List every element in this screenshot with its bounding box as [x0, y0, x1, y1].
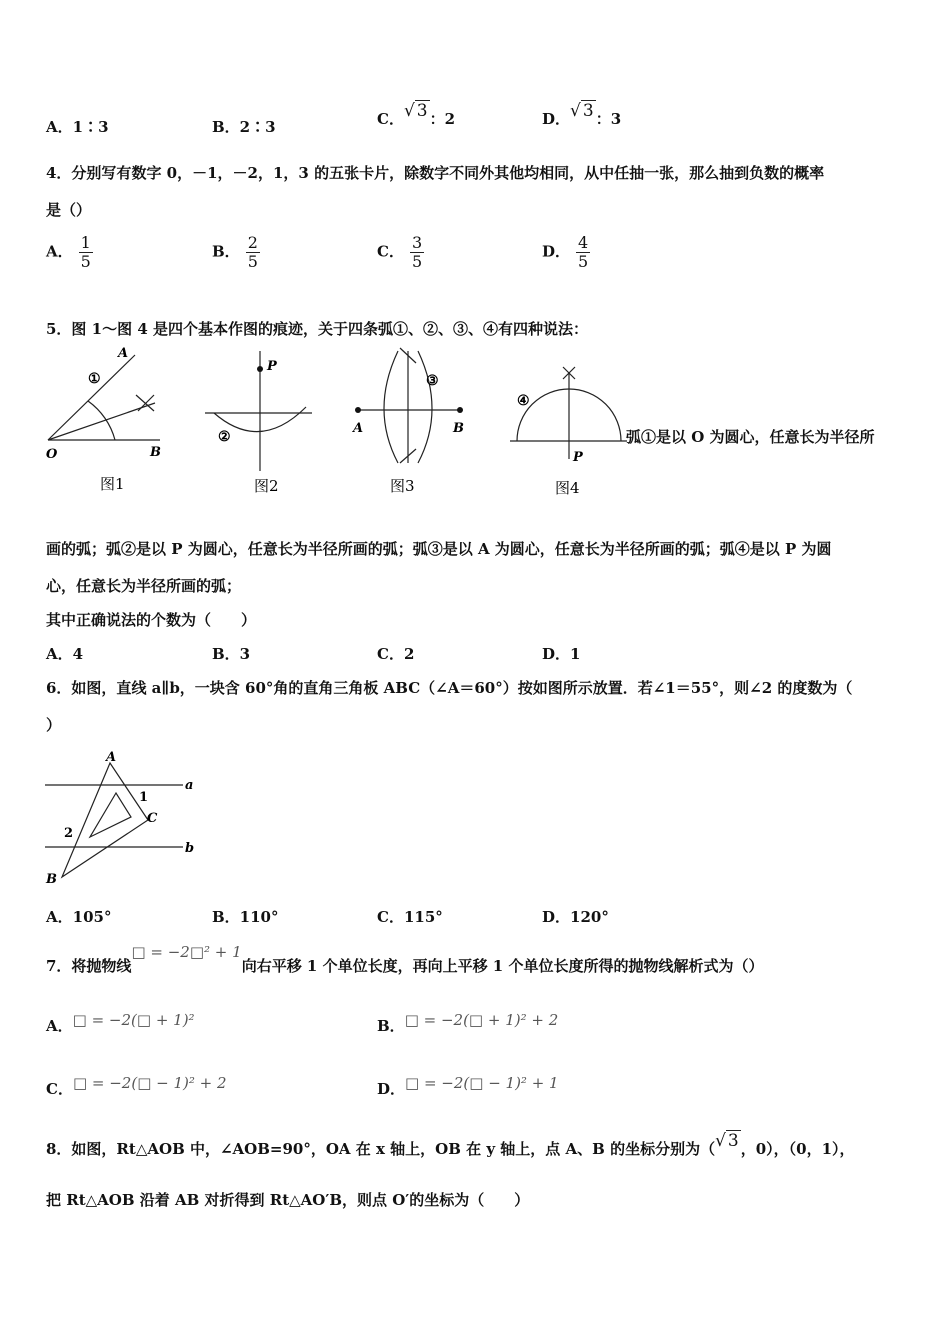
q5-option-d: D．1 — [542, 645, 581, 663]
q3-option-c-label: C． — [377, 110, 404, 128]
fig1-label-o: O — [46, 447, 58, 462]
fig4-caption: 图4 — [555, 479, 580, 497]
q8-stem-line1 — [46, 1131, 855, 1159]
q6-label-a-vertex: A — [106, 750, 117, 765]
q4-option-c-label: C． — [377, 242, 404, 261]
fig1-label-b: B — [150, 445, 161, 460]
q6-label-line-b: b — [185, 841, 195, 856]
q6-figure — [40, 745, 210, 890]
q5-figure-4 — [505, 343, 630, 503]
numerator: 4 — [578, 233, 589, 252]
fig2-caption: 图2 — [254, 477, 279, 495]
fig4-label-arc: ④ — [517, 393, 530, 409]
numerator: 2 — [247, 233, 258, 252]
q5-figure-2 — [200, 343, 320, 498]
q6-label-c-vertex: C — [147, 811, 158, 826]
q4-option-a — [46, 234, 93, 271]
q7-option-b-formula: □ = −2(□ + 1)² + 2 — [404, 1011, 559, 1029]
q5-stem-line4: 其中正确说法的个数为（ ） — [46, 611, 257, 629]
denominator: 5 — [411, 252, 423, 271]
q4-option-c — [377, 234, 424, 271]
q4-stem-line2: 是（） — [46, 201, 92, 219]
q7-option-c-formula: □ = −2(□ − 1)² + 2 — [72, 1074, 227, 1092]
q5-figure-1 — [40, 343, 170, 493]
q5-side-text: 弧①是以 O 为圆心，任意长为半径所 — [626, 428, 875, 446]
q7-option-b — [377, 1011, 559, 1036]
q4-option-b — [212, 234, 260, 271]
q6-label-line-a: a — [185, 778, 194, 793]
q3-option-d — [542, 101, 622, 129]
q8-radicand: 3 — [727, 1131, 739, 1151]
q5-stem-line2: 画的弧；弧②是以 P 为圆心，任意长为半径所画的弧；弧③是以 A 为圆心，任意长为半径所画的弧；弧④是以 P 为圆 — [46, 540, 832, 558]
q7-option-a — [46, 1011, 195, 1036]
q8-stem-line2: 把 Rt△AOB 沿着 AB 对折得到 Rt△AO′B，则点 O′的坐标为（ ） — [46, 1191, 530, 1209]
fig2-label-p: P — [267, 359, 277, 374]
denominator: 5 — [80, 252, 91, 271]
q3-option-c — [377, 101, 456, 129]
q8-stem-line1-a: 8．如图，Rt△AOB 中，∠AOB=90°，OA 在 x 轴上，OB 在 y 轴上，点 A、B 的坐标分别为（ — [46, 1140, 716, 1158]
sqrt-icon: √ 3 — [715, 1131, 739, 1151]
q4-option-b-fraction — [246, 234, 260, 271]
numerator: 1 — [80, 233, 91, 252]
fig2-point-p — [257, 366, 263, 372]
q4-stem-line1: 4．分别写有数字 0，－1，－2，1，3 的五张卡片，除数字不同外其他均相同，从中任抽一张，那么抽到负数的概率 — [46, 164, 825, 182]
fig3-label-arc: ③ — [426, 373, 439, 389]
fig3-label-a: A — [353, 421, 364, 436]
q3-option-d-label: D． — [542, 110, 571, 128]
fig3-point-b — [457, 407, 463, 413]
sqrt-icon: √ 3 — [403, 101, 428, 121]
denominator: 5 — [247, 252, 258, 271]
q7-option-d — [377, 1074, 559, 1099]
q6-option-a: A．105° — [46, 908, 112, 926]
q8-stem-line1-b: ，0），（0，1）， — [740, 1140, 855, 1158]
q3-option-d-radicand: 3 — [582, 101, 594, 121]
denominator: 5 — [578, 252, 589, 271]
q6-label-b-vertex: B — [46, 872, 57, 887]
q6-label-angle2: 2 — [64, 826, 74, 841]
fig2-label-arc: ② — [218, 429, 231, 445]
q7-option-b-label: B． — [377, 1017, 405, 1035]
fig1-caption: 图1 — [100, 475, 125, 493]
q7-option-d-label: D． — [377, 1080, 406, 1098]
q3-option-c-tail: ：2 — [429, 110, 456, 128]
q4-option-d-label: D． — [542, 242, 571, 261]
q4-option-d-fraction — [576, 234, 590, 271]
q6-option-c: C．115° — [377, 908, 443, 926]
sqrt-icon: √ 3 — [570, 101, 594, 121]
fig1-label-arc: ① — [88, 371, 101, 387]
q7-option-a-label: A． — [46, 1017, 73, 1035]
q7-formula: □ = −2□² + 1 — [131, 943, 242, 961]
q3-option-b: B．2∶3 — [212, 118, 276, 136]
fig3-label-b: B — [453, 421, 464, 436]
fig3-point-a — [355, 407, 361, 413]
fig4-label-p: P — [573, 450, 583, 465]
q5-option-c: C．2 — [377, 645, 415, 663]
q4-option-b-label: B． — [212, 242, 240, 261]
q5-stem-line3: 心，任意长为半径所画的弧； — [46, 577, 242, 595]
q6-option-d: D．120° — [542, 908, 609, 926]
q6-option-b: B．110° — [212, 908, 279, 926]
q5-option-b: B．3 — [212, 645, 251, 663]
q5-option-a: A．4 — [46, 645, 84, 663]
q5-stem: 5．图 1～图 4 是四个基本作图的痕迹，关于四条弧①、②、③、④有四种说法： — [46, 320, 588, 338]
q6-stem-line1: 6．如图，直线 a∥b，一块含 60°角的直角三角板 ABC（∠A＝60°）按如图所示放置．若∠1＝55°，则∠2 的度数为（ — [46, 679, 853, 697]
q7-stem-suffix: 向右平移 1 个单位长度，再向上平移 1 个单位长度所得的抛物线解析式为（） — [241, 957, 764, 975]
q7-option-c — [46, 1074, 227, 1099]
q6-label-angle1: 1 — [139, 790, 149, 805]
q7-option-d-formula: □ = −2(□ − 1)² + 1 — [405, 1074, 559, 1092]
q3-option-c-radicand: 3 — [416, 101, 428, 121]
q7-option-c-label: C． — [46, 1080, 73, 1098]
q5-figure-3 — [350, 343, 475, 498]
q4-option-c-fraction — [410, 234, 424, 271]
q4-option-d — [542, 234, 590, 271]
q4-option-a-fraction — [79, 234, 93, 271]
numerator: 3 — [411, 233, 423, 252]
q6-stem-line2: ） — [46, 716, 62, 734]
q7-stem-prefix: 7．将抛物线 — [46, 957, 132, 975]
q7-option-a-formula: □ = −2(□ + 1)² — [72, 1011, 195, 1029]
fig1-label-a: A — [118, 346, 129, 361]
q4-option-a-label: A． — [46, 242, 73, 261]
q3-option-d-tail: ：3 — [595, 110, 622, 128]
fig3-caption: 图3 — [390, 477, 415, 495]
q7-stem — [46, 943, 764, 976]
q3-option-a: A．1∶3 — [46, 118, 109, 136]
